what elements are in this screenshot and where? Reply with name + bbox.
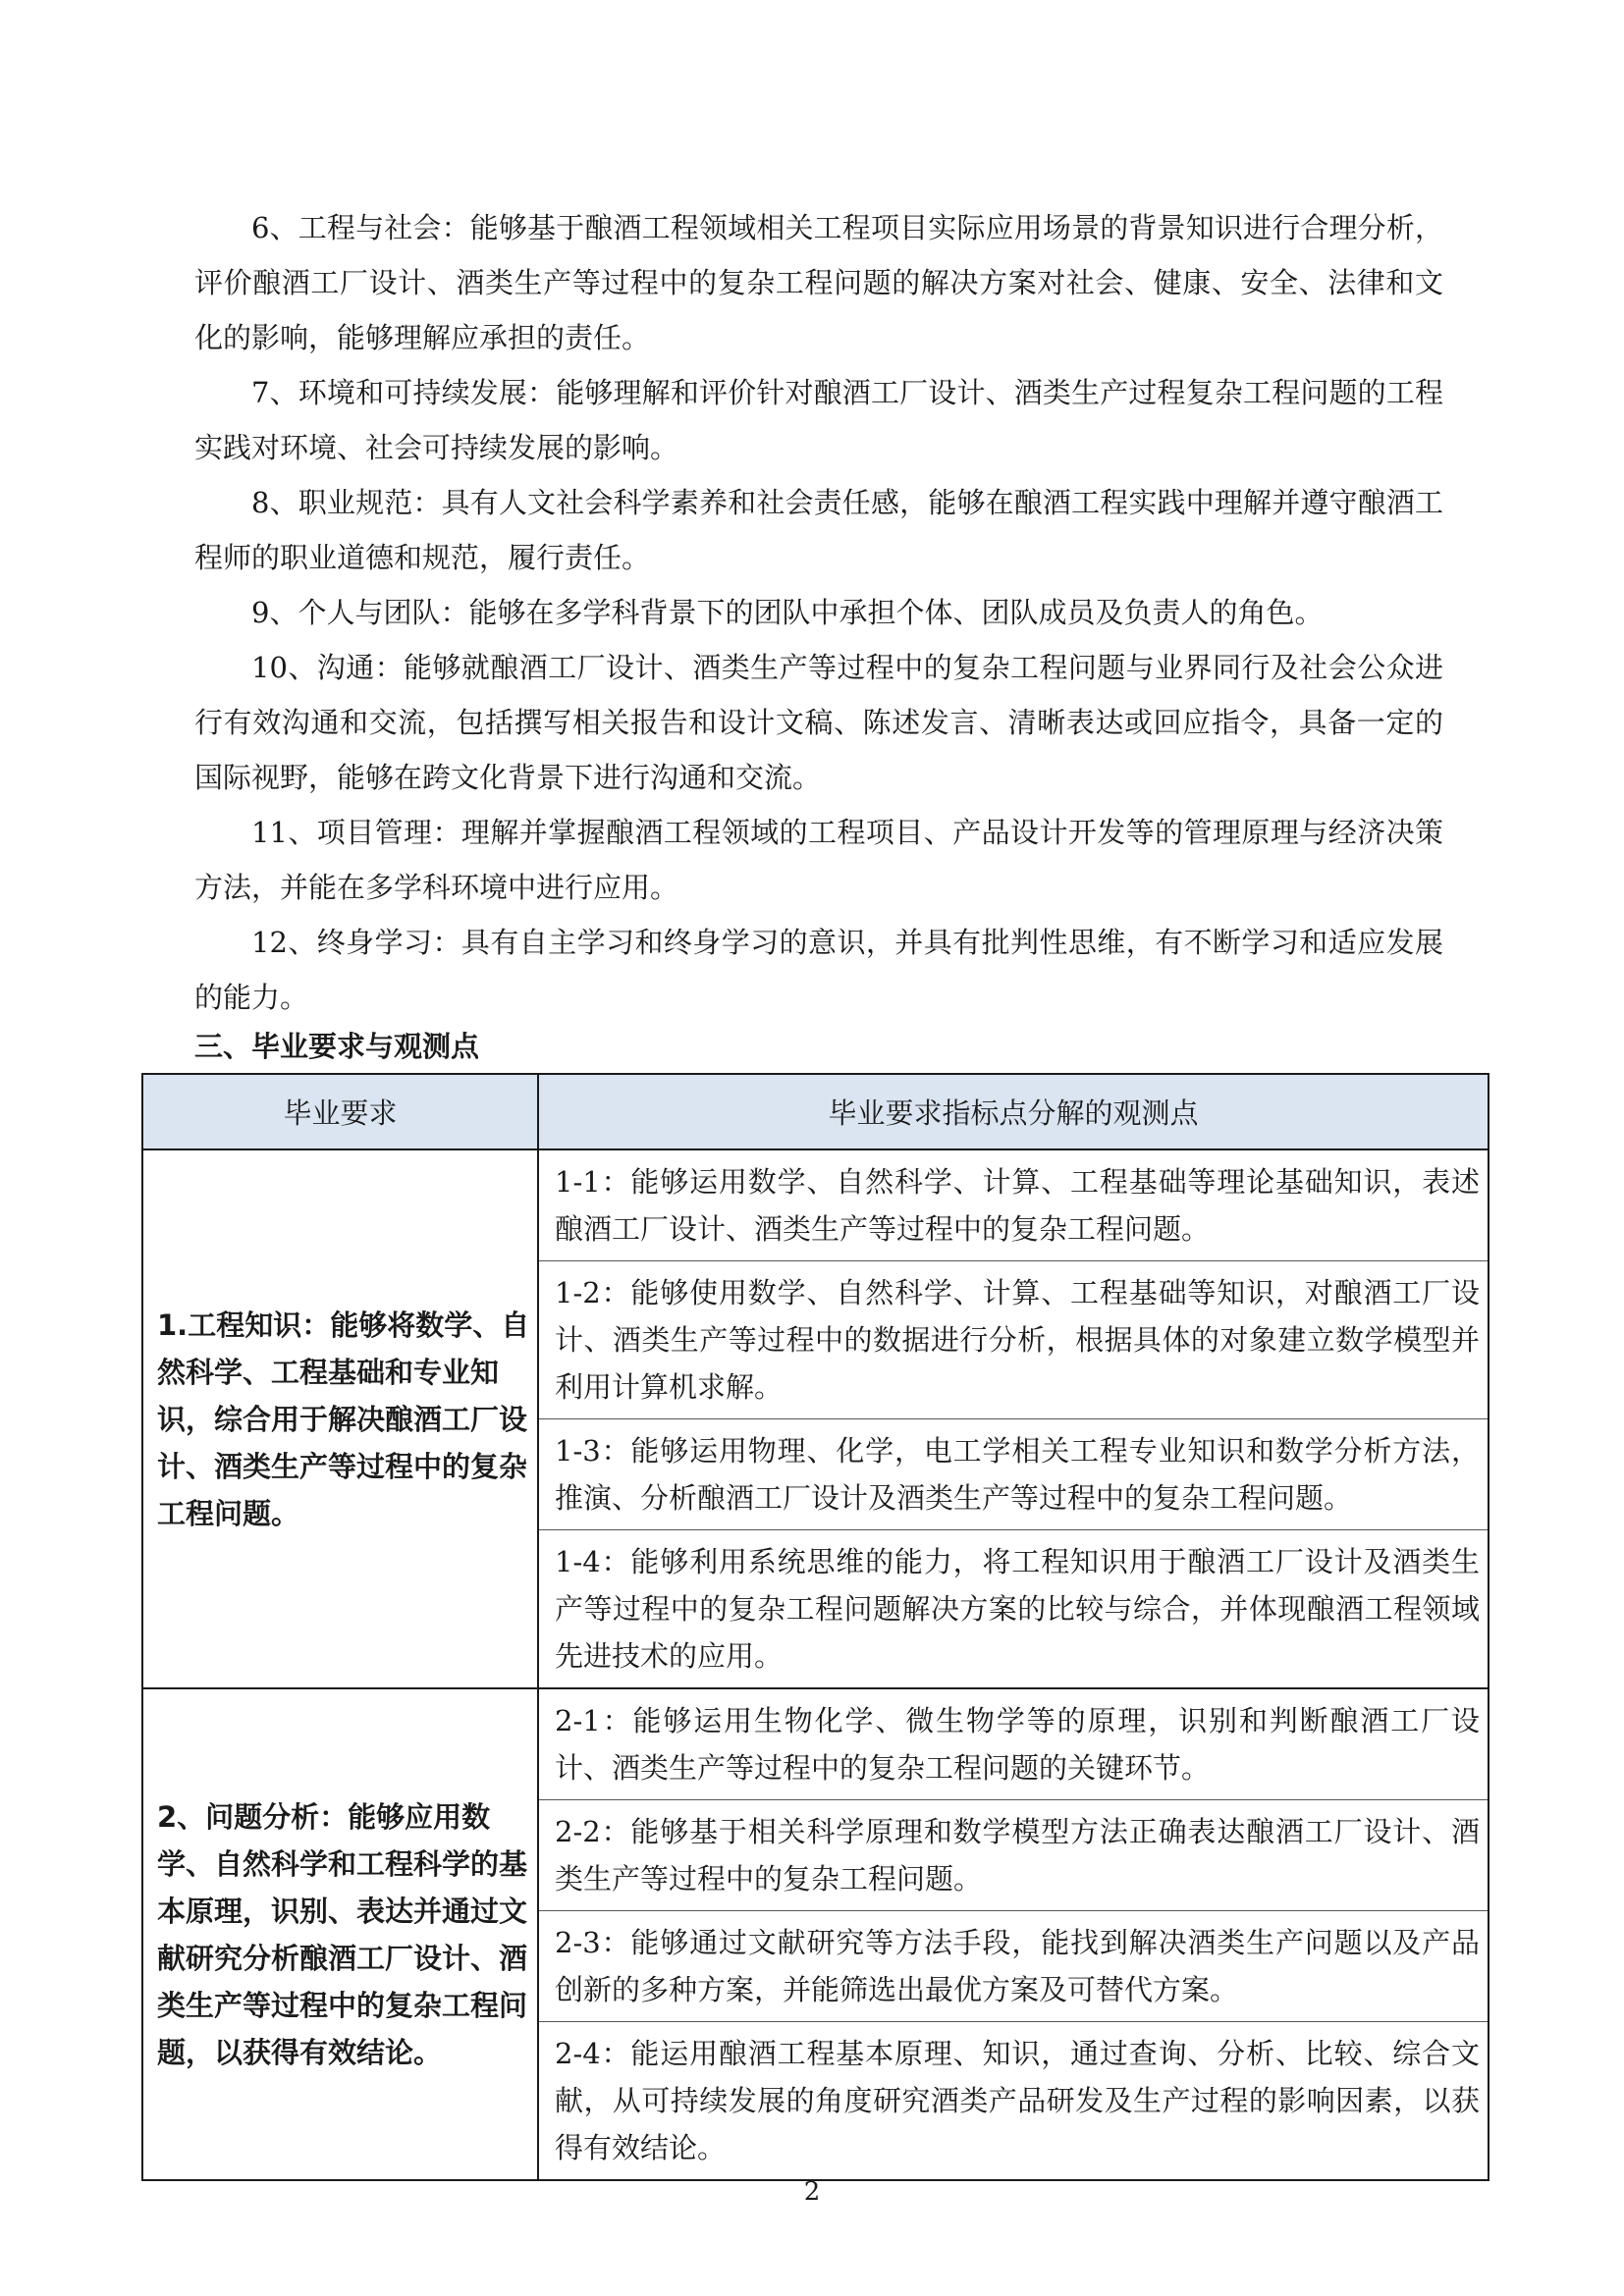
observation-points-cell — [538, 1149, 1489, 1688]
paragraph-individual-team: 9、个人与团队：能够在多学科背景下的团队中承担个体、团队成员及负责人的角色。 — [251, 596, 1324, 629]
observation-point: 1-3：能够运用物理、化学，电工学相关工程专业知识和数学分析方法，推演、分析酿酒工厂设计及酒类生产等过程中的复杂工程问题。 — [539, 1419, 1488, 1530]
table-row — [142, 1149, 1489, 1688]
requirement-cell: 1.工程知识：能够将数学、自然科学、工程基础和专业知识，综合用于解决酿酒工厂设计、酒类生产等过程中的复杂工程问题。 — [142, 1149, 538, 1688]
section-heading: 三、毕业要求与观测点 — [194, 1030, 480, 1063]
observation-point: 2-1：能够运用生物化学、微生物学等的原理，识别和判断酿酒工厂设计、酒类生产等过程中的复杂工程问题的关键环节。 — [539, 1689, 1488, 1800]
table-header-row — [142, 1074, 1489, 1149]
header-observation-points: 毕业要求指标点分解的观测点 — [538, 1074, 1489, 1149]
paragraph-project-management: 11、项目管理：理解并掌握酿酒工程领域的工程项目、产品设计开发等的管理原理与经济决策方法，并能在多学科环境中进行应用。 — [194, 816, 1443, 904]
header-requirement: 毕业要求 — [142, 1074, 538, 1149]
requirement-cell: 2、问题分析：能够应用数学、自然科学和工程科学的基本原理，识别、表达并通过文献研究分析酿酒工厂设计、酒类生产等过程中的复杂工程问题，以获得有效结论。 — [142, 1688, 538, 2180]
table-row — [142, 1688, 1489, 2180]
observation-point: 2-3：能够通过文献研究等方法手段，能找到解决酒类生产问题以及产品创新的多种方案，并能筛选出最优方案及可替代方案。 — [539, 1911, 1488, 2022]
paragraph-environment-sustainability: 7、环境和可持续发展：能够理解和评价针对酿酒工厂设计、酒类生产过程复杂工程问题的工程实践对环境、社会可持续发展的影响。 — [194, 376, 1443, 464]
paragraph-lifelong-learning: 12、终身学习：具有自主学习和终身学习的意识，并具有批判性思维，有不断学习和适应发展的能力。 — [194, 926, 1443, 1014]
observation-points-cell — [538, 1688, 1489, 2180]
paragraph-engineering-society: 6、工程与社会：能够基于酿酒工程领域相关工程项目实际应用场景的背景知识进行合理分析，评价酿酒工厂设计、酒类生产等过程中的复杂工程问题的解决方案对社会、健康、安全、法律和文化的影响，能够理解应承担的责任。 — [194, 211, 1443, 354]
paragraph-communication: 10、沟通：能够就酿酒工厂设计、酒类生产等过程中的复杂工程问题与业界同行及社会公众进行有效沟通和交流，包括撰写相关报告和设计文稿、陈述发言、清晰表达或回应指令，具备一定的国际视野，能够在跨文化背景下进行沟通和交流。 — [194, 651, 1443, 794]
page-number: 2 — [803, 2177, 821, 2207]
observation-point: 1-4：能够利用系统思维的能力，将工程知识用于酿酒工厂设计及酒类生产等过程中的复杂工程问题解决方案的比较与综合，并体现酿酒工程领域先进技术的应用。 — [555, 1545, 1480, 1673]
observation-point: 1-2：能够使用数学、自然科学、计算、工程基础等知识，对酿酒工厂设计、酒类生产等过程中的数据进行分析，根据具体的对象建立数学模型并利用计算机求解。 — [539, 1261, 1488, 1419]
requirements-table — [141, 1073, 1489, 2181]
observation-point: 2-4：能运用酿酒工程基本原理、知识，通过查询、分析、比较、综合文献，从可持续发展的角度研究酒类产品研发及生产过程的影响因素，以获得有效结论。 — [555, 2037, 1480, 2164]
paragraph-professional-norms: 8、职业规范：具有人文社会科学素养和社会责任感，能够在酿酒工程实践中理解并遵守酿酒工程师的职业道德和规范，履行责任。 — [194, 486, 1443, 574]
observation-point: 2-2：能够基于相关科学原理和数学模型方法正确表达酿酒工厂设计、酒类生产等过程中的复杂工程问题。 — [539, 1800, 1488, 1911]
observation-point: 1-1：能够运用数学、自然科学、计算、工程基础等理论基础知识，表述酿酒工厂设计、酒类生产等过程中的复杂工程问题。 — [539, 1150, 1488, 1261]
